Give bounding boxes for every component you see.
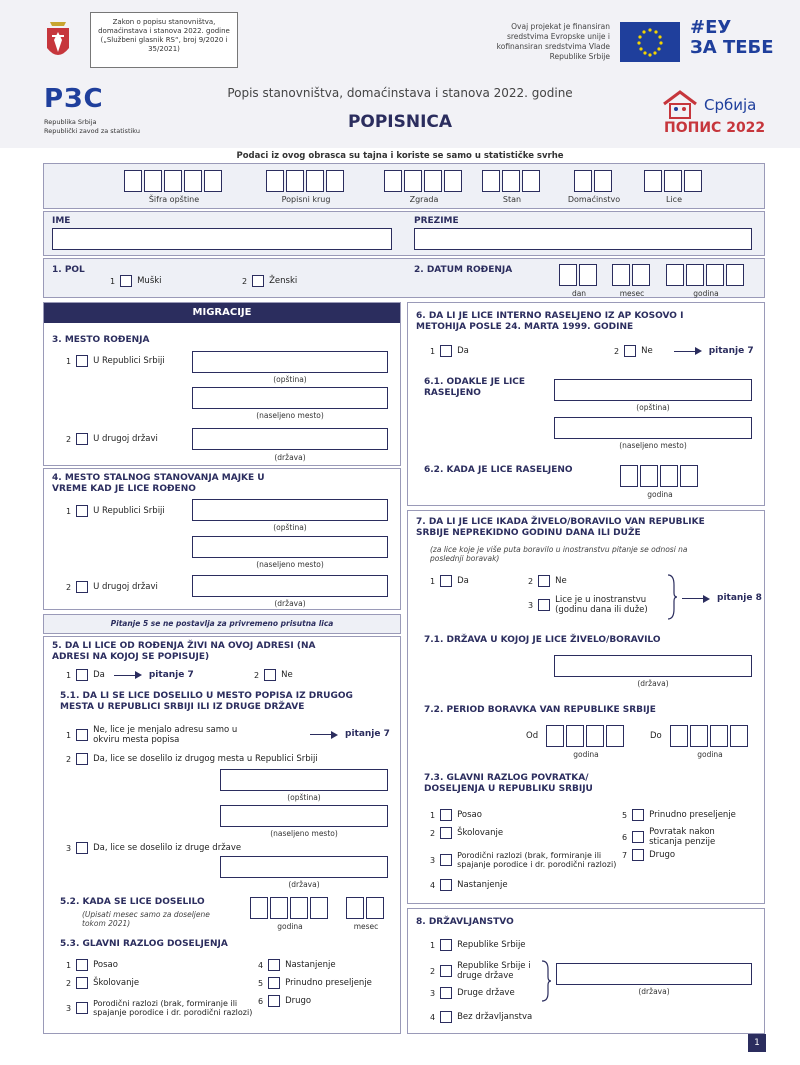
q51-goto-label: pitanje 7 xyxy=(345,729,390,739)
q8-o4-label: Bez državljanstva xyxy=(457,1012,533,1022)
q72-godina-from-label: godina xyxy=(573,750,599,759)
q53-o4-label: Nastanjenje xyxy=(285,960,336,970)
q53-o4-number: 4 xyxy=(258,960,264,970)
q6-ne-label: Ne xyxy=(641,346,653,356)
eu-slogan xyxy=(690,18,774,58)
q4-opt1-checkbox[interactable] xyxy=(76,505,88,517)
q51-naselje-caption: (naseljeno mesto) xyxy=(270,829,338,838)
q3-naselje-field[interactable] xyxy=(192,387,388,409)
q1-male-label: Muški xyxy=(137,276,162,286)
popisni-krug-boxes[interactable] xyxy=(266,170,346,192)
migracije-header: MIGRACIJE xyxy=(44,303,400,323)
q8-title: 8. DRŽAVLJANSTVO xyxy=(416,917,514,927)
q73-o6-label: Povratak nakon sticanja penzije xyxy=(649,827,716,847)
q52-mesec-label: mesec xyxy=(353,922,379,931)
q7-ne-label: Ne xyxy=(555,576,567,586)
q5-title: 5. DA LI LICE OD ROĐENJA ŽIVI NA OVOJ ADRESI (NA ADRESI NA KOJOJ SE POPISUJE) xyxy=(52,641,316,662)
q2-godina-label: godina xyxy=(693,289,719,298)
q73-o3-number: 3 xyxy=(430,855,436,865)
q8-o3-checkbox[interactable] xyxy=(440,987,452,999)
q53-o3-number: 3 xyxy=(66,1003,72,1013)
q7-da-number: 1 xyxy=(430,576,436,586)
popis-logo-line2: ПОПИС 2022 xyxy=(664,120,766,136)
q53-o3-label: Porodični razlozi (brak, formiranje ili spajanje porodice i dr. porodični razlozi) xyxy=(93,999,253,1017)
q5-note-bar xyxy=(43,614,401,634)
q4-opt2-label: U drugoj državi xyxy=(93,582,158,592)
q6-da-checkbox[interactable] xyxy=(440,345,452,357)
q7-ino-checkbox[interactable] xyxy=(538,599,550,611)
q72-title: 7.2. PERIOD BORAVKA VAN REPUBLIKE SRBIJE xyxy=(424,705,656,715)
q71-title: 7.1. DRŽAVA U KOJOJ JE LICE ŽIVELO/BORAVILO xyxy=(424,635,661,645)
q73-o5-checkbox[interactable] xyxy=(632,809,644,821)
q5-goto-label: pitanje 7 xyxy=(148,669,194,680)
q51-drzava-field[interactable] xyxy=(220,856,388,878)
q72-do-label: Do xyxy=(650,731,662,741)
q1-female-label: Ženski xyxy=(269,276,298,286)
q6-da-label: Da xyxy=(457,346,469,356)
q73-o7-checkbox[interactable] xyxy=(632,849,644,861)
zgrada-boxes[interactable] xyxy=(384,170,464,192)
q8-o2-number: 2 xyxy=(430,966,436,976)
q4-drzava-field[interactable] xyxy=(192,575,388,597)
sifra-opstine-boxes[interactable] xyxy=(124,170,224,192)
zgrada-label: Zgrada xyxy=(409,195,439,204)
q51-o1-checkbox[interactable] xyxy=(76,729,88,741)
q5-ne-number: 2 xyxy=(254,670,260,680)
prezime-field[interactable] xyxy=(414,228,752,250)
q3-drzava-field[interactable] xyxy=(192,428,388,450)
q73-o2-number: 2 xyxy=(430,828,436,838)
q5-ne-checkbox[interactable] xyxy=(264,669,276,681)
domacinstvo-boxes[interactable] xyxy=(574,170,614,192)
q1-q2-panel xyxy=(43,258,765,298)
q73-o1-label: Posao xyxy=(457,810,482,820)
arrow-right-icon xyxy=(674,351,700,352)
q73-o6-checkbox[interactable] xyxy=(632,831,644,843)
q3-opstina-field[interactable] xyxy=(192,351,388,373)
sifra-opstine-label: Šifra opštine xyxy=(148,195,200,204)
q4-opstina-field[interactable] xyxy=(192,499,388,521)
q53-o3-checkbox[interactable] xyxy=(76,1002,88,1014)
q7-note: (za lice koje je više puta boravilo u inostranstvu pitanje se odnosi na poslednji boravak) xyxy=(430,545,688,563)
q71-drzava-caption: (država) xyxy=(637,679,669,688)
q5-da-checkbox[interactable] xyxy=(76,669,88,681)
q3-opt2-checkbox[interactable] xyxy=(76,433,88,445)
q62-title: 6.2. KADA JE LICE RASELJENO xyxy=(424,465,573,475)
q53-o6-label: Drugo xyxy=(285,996,312,1006)
q53-o6-number: 6 xyxy=(258,996,264,1006)
q3-title: 3. MESTO ROĐENJA xyxy=(52,335,150,345)
q73-o5-label: Prinudno preseljenje xyxy=(649,810,736,820)
q8-o4-number: 4 xyxy=(430,1012,436,1022)
q1-male-number: 1 xyxy=(110,276,116,286)
q4-naselje-field[interactable] xyxy=(192,536,388,558)
q2-mesec-label: mesec xyxy=(619,289,645,298)
q53-o2-checkbox[interactable] xyxy=(76,977,88,989)
q7-goto-label: pitanje 8 xyxy=(717,593,762,603)
serbian-coat-of-arms-icon xyxy=(44,18,72,64)
q8-panel xyxy=(407,908,765,1034)
q4-naselje-caption: (naseljeno mesto) xyxy=(256,560,324,569)
q4-opt2-checkbox[interactable] xyxy=(76,581,88,593)
q3-opt2-number: 2 xyxy=(66,434,72,444)
q72-from-year-boxes[interactable] xyxy=(546,725,626,747)
q73-o4-number: 4 xyxy=(430,880,436,890)
q71-drzava-field[interactable] xyxy=(554,655,752,677)
q8-o4-checkbox[interactable] xyxy=(440,1011,452,1023)
q52-godina-label: godina xyxy=(277,922,303,931)
q73-o3-checkbox[interactable] xyxy=(440,854,452,866)
arrow-right-icon xyxy=(114,675,140,676)
q61-naselje-caption: (naseljeno mesto) xyxy=(619,441,687,450)
q8-o3-number: 3 xyxy=(430,988,436,998)
q3-naselje-caption: (naseljeno mesto) xyxy=(256,411,324,420)
popisni-krug-label: Popisni krug xyxy=(281,195,331,204)
q4-panel xyxy=(43,468,401,610)
q7-ne-checkbox[interactable] xyxy=(538,575,550,587)
eu-funding-note: Ovaj projekat je finansiran sredstvima Evropske unije i kofinansiran sredstvima Vlade Republike Srbije xyxy=(496,22,610,61)
q73-o2-checkbox[interactable] xyxy=(440,827,452,839)
q53-o4-checkbox[interactable] xyxy=(268,959,280,971)
q73-o7-number: 7 xyxy=(622,850,628,860)
q72-godina-to-label: godina xyxy=(697,750,723,759)
name-panel xyxy=(43,211,765,256)
eu-flag-icon xyxy=(620,22,680,62)
eu-slogan-line2: ЗА ТЕБЕ xyxy=(690,37,774,58)
q51-title: 5.1. DA LI SE LICE DOSELILO U MESTO POPISA IZ DRUGOG MESTA U REPUBLICI SRBIJI ILI IZ DRUGE DRŽAVE xyxy=(60,691,353,712)
q3-opt1-label: U Republici Srbiji xyxy=(93,356,165,366)
q53-o1-number: 1 xyxy=(66,960,72,970)
q3-drzava-caption: (država) xyxy=(274,453,306,462)
q73-o4-checkbox[interactable] xyxy=(440,879,452,891)
rzs-sub-line1: Republika Srbija xyxy=(44,118,97,126)
confidentiality-note: Podaci iz ovog obrasca su tajna i koriste se samo u statističke svrhe xyxy=(236,151,564,161)
q3-opt1-number: 1 xyxy=(66,356,72,366)
q4-opt1-number: 1 xyxy=(66,506,72,516)
q8-o1-checkbox[interactable] xyxy=(440,939,452,951)
q4-drzava-caption: (država) xyxy=(274,599,306,608)
q51-o3-checkbox[interactable] xyxy=(76,842,88,854)
q51-o1-number: 1 xyxy=(66,730,72,740)
q6-goto-label: pitanje 7 xyxy=(708,345,754,356)
q53-title: 5.3. GLAVNI RAZLOG DOSELJENJA xyxy=(60,939,228,949)
q73-o1-checkbox[interactable] xyxy=(440,809,452,821)
q7-da-checkbox[interactable] xyxy=(440,575,452,587)
q62-year-boxes[interactable] xyxy=(620,465,700,487)
q73-o7-label: Drugo xyxy=(649,850,676,860)
q51-opstina-caption: (opština) xyxy=(287,793,321,802)
q8-o1-label: Republike Srbije xyxy=(457,940,526,950)
q61-naselje-field[interactable] xyxy=(554,417,752,439)
q4-opt1-label: U Republici Srbiji xyxy=(93,506,165,516)
q8-drzava-caption: (država) xyxy=(638,987,670,996)
q51-drzava-caption: (država) xyxy=(288,880,320,889)
q51-o2-checkbox[interactable] xyxy=(76,753,88,765)
house-family-icon xyxy=(660,88,700,120)
q8-o2-label: Republike Srbije i druge države xyxy=(457,961,531,981)
q1-female-checkbox[interactable] xyxy=(252,275,264,287)
q53-o1-label: Posao xyxy=(93,960,118,970)
q5-ne-label: Ne xyxy=(281,670,293,680)
q6-ne-checkbox[interactable] xyxy=(624,345,636,357)
q51-o3-label: Da, lice se doselilo iz druge države xyxy=(93,843,242,853)
q2-day-boxes[interactable] xyxy=(559,264,599,286)
census-title: Popis stanovništva, domaćinstava i stanova 2022. godine xyxy=(227,86,573,100)
q53-o5-checkbox[interactable] xyxy=(268,977,280,989)
q53-o5-number: 5 xyxy=(258,978,264,988)
popis-logo-line1: Србија xyxy=(704,96,757,114)
q2-dan-label: dan xyxy=(571,289,587,298)
q7-ino-number: 3 xyxy=(528,600,534,610)
q4-opt2-number: 2 xyxy=(66,582,72,592)
q72-od-label: Od xyxy=(526,731,539,741)
q62-godina-label: godina xyxy=(647,490,673,499)
q2-year-boxes[interactable] xyxy=(666,264,746,286)
q51-o2-number: 2 xyxy=(66,754,72,764)
q53-o6-checkbox[interactable] xyxy=(268,995,280,1007)
q73-o2-label: Školovanje xyxy=(457,828,504,838)
q73-title: 7.3. GLAVNI RAZLOG POVRATKA/ DOSELJENJA U REPUBLIKU SRBIJU xyxy=(424,773,593,794)
q53-o1-checkbox[interactable] xyxy=(76,959,88,971)
q2-title: 2. DATUM ROĐENJA xyxy=(414,265,513,275)
q5-da-number: 1 xyxy=(66,670,72,680)
q73-o5-number: 5 xyxy=(622,810,628,820)
q52-title: 5.2. KADA SE LICE DOSELILO xyxy=(60,897,205,907)
brace-icon xyxy=(540,959,552,1003)
page-number: 1 xyxy=(748,1034,766,1052)
q6-panel xyxy=(407,302,765,506)
form-title: POPISNICA xyxy=(347,112,453,132)
q5-panel xyxy=(43,636,401,1034)
q8-o3-label: Druge države xyxy=(457,988,515,998)
law-reference: Zakon o popisu stanovništva, domaćinstava i stanova 2022. godine („Službeni glasnik RS“, broj 9/2020 i 35/2021) xyxy=(90,12,238,68)
q8-o1-number: 1 xyxy=(430,940,436,950)
q52-month-boxes[interactable] xyxy=(346,897,386,919)
q7-panel xyxy=(407,510,765,904)
rzs-sub-line2: Republički zavod za statistiku xyxy=(44,127,140,135)
q1-female-number: 2 xyxy=(242,276,248,286)
q7-ino-label: Lice je u inostranstvu (godinu dana ili duže) xyxy=(555,595,648,615)
q61-opstina-field[interactable] xyxy=(554,379,752,401)
q51-o2-label: Da, lice se doselilo iz drugog mesta u Republici Srbiji xyxy=(93,754,318,764)
rzs-logo: РЗС xyxy=(44,84,104,114)
prezime-label: PREZIME xyxy=(414,216,459,226)
stan-label: Stan xyxy=(502,195,522,204)
q3-panel xyxy=(43,302,401,466)
q4-title: 4. MESTO STALNOG STANOVANJA MAJKE U VREME KAD JE LICE ROĐENO xyxy=(52,473,265,494)
stan-boxes[interactable] xyxy=(482,170,542,192)
q3-opstina-caption: (opština) xyxy=(273,375,307,384)
brace-icon xyxy=(666,573,678,621)
q7-da-label: Da xyxy=(457,576,469,586)
ime-field[interactable] xyxy=(52,228,392,250)
q2-month-boxes[interactable] xyxy=(612,264,652,286)
arrow-right-icon xyxy=(310,734,336,735)
q51-opstina-field[interactable] xyxy=(220,769,388,791)
q73-o4-label: Nastanjenje xyxy=(457,880,508,890)
q5-note: Pitanje 5 se ne postavlja za privremeno prisutna lica xyxy=(110,619,334,628)
q61-opstina-caption: (opština) xyxy=(636,403,670,412)
q72-to-year-boxes[interactable] xyxy=(670,725,750,747)
lice-label: Lice xyxy=(666,195,682,204)
arrow-right-icon xyxy=(682,598,708,599)
q6-title: 6. DA LI JE LICE INTERNO RASELJENO IZ AP KOSOVO I METOHIJA POSLE 24. MARTA 1999. GODINE xyxy=(416,311,684,332)
q8-o2-checkbox[interactable] xyxy=(440,965,452,977)
q6-da-number: 1 xyxy=(430,346,436,356)
q1-title: 1. POL xyxy=(52,265,85,275)
domacinstvo-label: Domaćinstvo xyxy=(567,195,621,204)
q73-o3-label: Porodični razlozi (brak, formiranje ili spajanje porodice i dr. porodični razlozi) xyxy=(457,851,617,869)
q51-o3-number: 3 xyxy=(66,843,72,853)
lice-boxes[interactable] xyxy=(644,170,704,192)
q1-male-checkbox[interactable] xyxy=(120,275,132,287)
q3-opt2-label: U drugoj državi xyxy=(93,434,158,444)
q5-da-label: Da xyxy=(93,670,105,680)
q61-title: 6.1. ODAKLE JE LICE RASELJENO xyxy=(424,377,526,398)
q6-ne-number: 2 xyxy=(614,346,620,356)
q73-o1-number: 1 xyxy=(430,810,436,820)
q7-ne-number: 2 xyxy=(528,576,534,586)
q52-year-boxes[interactable] xyxy=(250,897,330,919)
q3-opt1-checkbox[interactable] xyxy=(76,355,88,367)
q53-o5-label: Prinudno preseljenje xyxy=(285,978,372,988)
q52-note: (Upisati mesec samo za doseljene tokom 2021) xyxy=(82,910,210,928)
q73-o6-number: 6 xyxy=(622,832,628,842)
q51-o1-label: Ne, lice je menjalo adresu samo u okviru mesta popisa xyxy=(93,725,238,745)
q53-o2-number: 2 xyxy=(66,978,72,988)
q4-opstina-caption: (opština) xyxy=(273,523,307,532)
q8-drzava-field[interactable] xyxy=(556,963,752,985)
q7-title: 7. DA LI JE LICE IKADA ŽIVELO/BORAVILO VAN REPUBLIKE SRBIJE NEPREKIDNO GODINU DANA ILI DUŽE xyxy=(416,517,705,538)
codes-panel xyxy=(43,163,765,209)
ime-label: IME xyxy=(52,216,71,226)
popis-2022-logo xyxy=(660,88,770,138)
q51-naselje-field[interactable] xyxy=(220,805,388,827)
q53-o2-label: Školovanje xyxy=(93,978,140,988)
eu-slogan-line1: #ЕУ xyxy=(690,17,732,38)
